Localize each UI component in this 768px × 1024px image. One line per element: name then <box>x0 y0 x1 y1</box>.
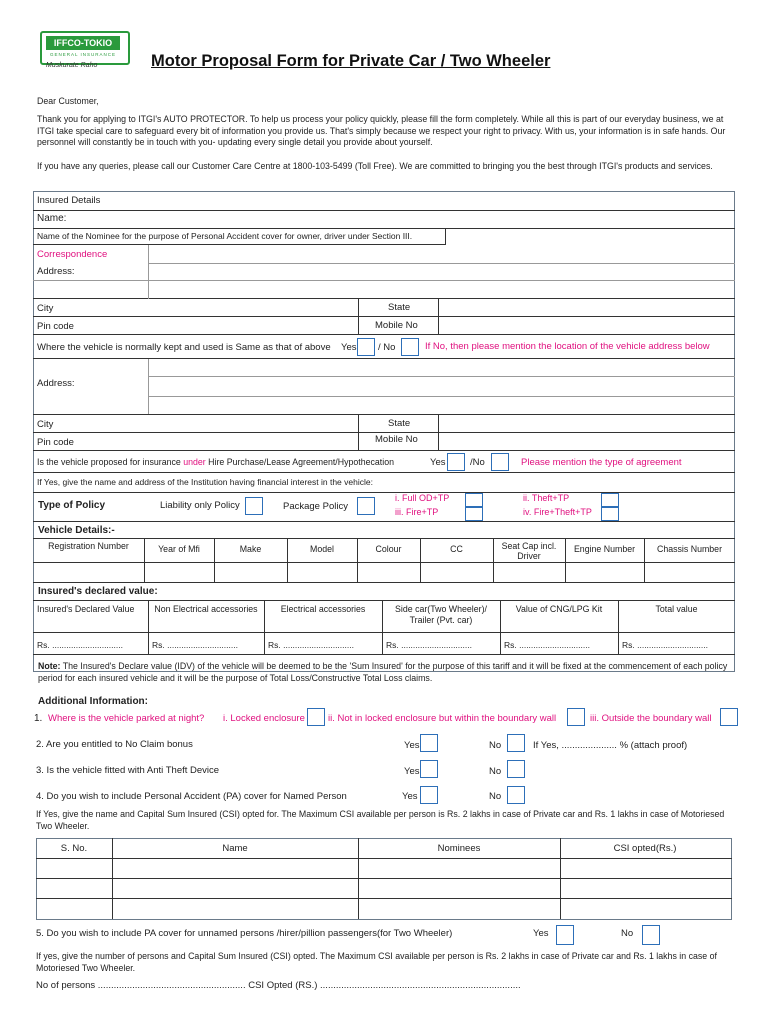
fire-tp-label: iii. Fire+TP <box>395 507 439 517</box>
pincode2-label: Pin code <box>37 437 74 448</box>
same-address-yes-checkbox[interactable] <box>357 338 375 356</box>
fire-theft-tp-checkbox[interactable] <box>601 507 619 521</box>
mobile2-label: Mobile No <box>375 434 418 445</box>
hire-question: Is the vehicle proposed for insurance under Hire Purchase/Lease Agreement/Hypothecation <box>37 457 394 467</box>
package-policy-label: Package Policy <box>283 501 348 512</box>
persons-line: No of persons ........................................................ CSI Opted (RS.) ............................................................................ <box>36 980 521 991</box>
q5-no: No <box>621 928 634 939</box>
logo-brand: IFFCO-TOKIO <box>46 36 120 50</box>
same-address-no-checkbox[interactable] <box>401 338 419 356</box>
hire-yes: Yes <box>430 457 446 468</box>
vehicle-col-2: Make <box>239 544 262 554</box>
q5-yes-checkbox[interactable] <box>556 925 574 945</box>
q4-no: No <box>489 791 502 802</box>
vehicle-col-8: Chassis Number <box>656 544 723 554</box>
address-label: Address: <box>37 266 75 277</box>
q5-text: If yes, give the number of persons and Capital Sum Insured (CSI) opted. The Maximum CSI available per person is Rs. 2 lakhs in case of Private car and Rs. 1 lakhs in case of Motoriesed Two Wheeler. <box>36 951 717 973</box>
idv-col-2: Electrical accessories <box>280 604 366 614</box>
q1-boundary-checkbox[interactable] <box>567 708 585 726</box>
hire-hint: Please mention the type of agreement <box>521 457 682 468</box>
state2-label: State <box>388 418 411 429</box>
q2-if-yes: If Yes, ..................... % (attach proof) <box>533 740 688 751</box>
q2-yes: Yes <box>404 740 420 751</box>
fire-tp-checkbox[interactable] <box>465 507 483 521</box>
insured-details-heading: Insured Details <box>37 195 101 206</box>
logo-tagline: Muskurate Raho <box>46 62 98 69</box>
vehicle-details-heading: Vehicle Details:- <box>38 525 115 536</box>
city2-label: City <box>37 419 54 430</box>
theft-tp-label: ii. Theft+TP <box>523 493 570 503</box>
vehicle-col-3: Model <box>310 544 334 554</box>
q1-locked-checkbox[interactable] <box>307 708 325 726</box>
intro-paragraph: Thank you for applying to ITGI's AUTO PROTECTOR. To help us process your policy quickly, please fill the form completely. While all this is part of our everyday business, we at ITGI take special care to safeguard every bit of information you provide us. That's simply because we respect your right to privacy. With us, your information is in safe hands. Our personnel will constantly be in touch with you- updating every single detail you provide about yourself. <box>37 114 726 147</box>
vehicle-col-7: Engine Number <box>573 544 636 554</box>
nominee-label: Name of the Nominee for the purpose of Personal Accident cover for owner, driver under Section III. <box>37 231 413 241</box>
fire-theft-tp-label: iv. Fire+Theft+TP <box>523 507 592 517</box>
q1-outside-checkbox[interactable] <box>720 708 738 726</box>
same-address-hint: If No, then please mention the location of the vehicle address below <box>425 341 710 352</box>
company-logo <box>40 31 130 65</box>
idv-rs-3[interactable]: Rs. .............................. <box>386 640 472 650</box>
vehicle-col-6: Seat Cap incl. Driver <box>501 541 557 561</box>
idv-rs-1[interactable]: Rs. .............................. <box>152 640 238 650</box>
name-label: Name: <box>37 213 67 224</box>
same-address-yes: Yes <box>341 342 357 353</box>
idv-col-5: Total value <box>655 604 698 614</box>
hire-no-checkbox[interactable] <box>491 453 509 471</box>
policy-type-label: Type of Policy <box>38 500 106 511</box>
q2-no: No <box>489 740 502 751</box>
same-address-no: / No <box>378 342 396 353</box>
q4-yes-checkbox[interactable] <box>420 786 438 804</box>
logo-sub: GENERAL INSURANCE <box>49 52 117 57</box>
vehicle-col-5: CC <box>450 544 463 554</box>
vehicle-address-label: Address: <box>37 378 75 389</box>
csi-text: If Yes, give the name and Capital Sum Insured (CSI) opted for. The Maximum CSI available per person is Rs. 2 lakhs in case of Private car and Rs. 1 lakhs in case of Motoriesed Two Wheeler. <box>36 809 725 831</box>
q5-no-checkbox[interactable] <box>642 925 660 945</box>
same-address-question: Where the vehicle is normally kept and used is Same as that of above <box>37 342 331 353</box>
page-title: Motor Proposal Form for Private Car / Two Wheeler <box>151 52 551 70</box>
liability-policy-label: Liability only Policy <box>160 500 240 511</box>
q2-no-checkbox[interactable] <box>507 734 525 752</box>
q2-yes-checkbox[interactable] <box>420 734 438 752</box>
hire-no: /No <box>470 457 485 468</box>
liability-policy-checkbox[interactable] <box>245 497 263 515</box>
q2-question: 2. Are you entitled to No Claim bonus <box>36 739 193 750</box>
pincode-label: Pin code <box>37 321 74 332</box>
city-label: City <box>37 303 54 314</box>
idv-col-0: Insured's Declared Value <box>37 604 135 614</box>
q5-question: 5. Do you wish to include PA cover for unnamed persons /hirer/pillion passengers(for Two Wheeler) <box>36 928 453 939</box>
q1-boundary-label: ii. Not in locked enclosure but within the boundary wall <box>328 713 557 724</box>
contact-paragraph: If you have any queries, please call our Customer Care Centre at 1800-103-5499 (Toll Free). We are committed to bringing you the best through ITGI's products and services. <box>37 161 713 171</box>
q1-outside-label: iii. Outside the boundary wall <box>590 713 712 724</box>
q3-question: 3. Is the vehicle fitted with Anti Theft Device <box>36 765 220 776</box>
full-od-label: i. Full OD+TP <box>395 493 450 503</box>
pa-col-csi: CSI opted(Rs.) <box>613 843 677 854</box>
q4-yes: Yes <box>402 791 418 802</box>
q3-yes-checkbox[interactable] <box>420 760 438 778</box>
pa-col-name: Name <box>222 843 248 854</box>
q5-yes: Yes <box>533 928 549 939</box>
pa-col-sno: S. No. <box>60 843 88 854</box>
idv-rs-2[interactable]: Rs. .............................. <box>268 640 354 650</box>
idv-col-1: Non Electrical accessories <box>154 604 258 614</box>
q1-question: Where is the vehicle parked at night? <box>48 713 205 724</box>
state-label: State <box>388 302 411 313</box>
greeting: Dear Customer, <box>37 96 99 106</box>
idv-rs-4[interactable]: Rs. .............................. <box>504 640 590 650</box>
package-policy-checkbox[interactable] <box>357 497 375 515</box>
additional-heading: Additional Information: <box>38 696 148 707</box>
institution-label: If Yes, give the name and address of the Institution having financial interest in the vehicle: <box>37 477 373 487</box>
pa-col-nominees: Nominees <box>437 843 481 854</box>
hire-yes-checkbox[interactable] <box>447 453 465 471</box>
q3-yes: Yes <box>404 766 420 777</box>
vehicle-col-0: Registration Number <box>48 541 129 551</box>
idv-rs-5[interactable]: Rs. .............................. <box>622 640 708 650</box>
q4-question: 4. Do you wish to include Personal Accident (PA) cover for Named Person <box>36 791 347 802</box>
mobile-label: Mobile No <box>375 320 418 331</box>
q3-no-checkbox[interactable] <box>507 760 525 778</box>
vehicle-col-1: Year of Mfi <box>158 544 200 554</box>
idv-note: Note: The Insured's Declare value (IDV) of the vehicle will be deemed to be the 'Sum Insured' for the purpose of this tariff and it will be fixed at the commencement of each policy period for each insured vehicle and it will be the purpose of Total Loss/Constructive Total Loss claims. <box>38 661 728 683</box>
q4-no-checkbox[interactable] <box>507 786 525 804</box>
q3-no: No <box>489 766 502 777</box>
vehicle-col-4: Colour <box>375 544 402 554</box>
theft-tp-checkbox[interactable] <box>601 493 619 507</box>
idv-col-3: Side car(Two Wheeler)/ Trailer (Pvt. car) <box>395 604 487 625</box>
full-od-checkbox[interactable] <box>465 493 483 507</box>
idv-heading: Insured's declared value: <box>38 586 158 597</box>
q1-number: 1. <box>34 713 43 724</box>
q1-locked-label: i. Locked enclosure <box>223 713 305 724</box>
idv-col-4: Value of CNG/LPG Kit <box>515 604 603 614</box>
correspondence-label: Correspondence <box>37 249 108 260</box>
idv-rs-0[interactable]: Rs. .............................. <box>37 640 123 650</box>
